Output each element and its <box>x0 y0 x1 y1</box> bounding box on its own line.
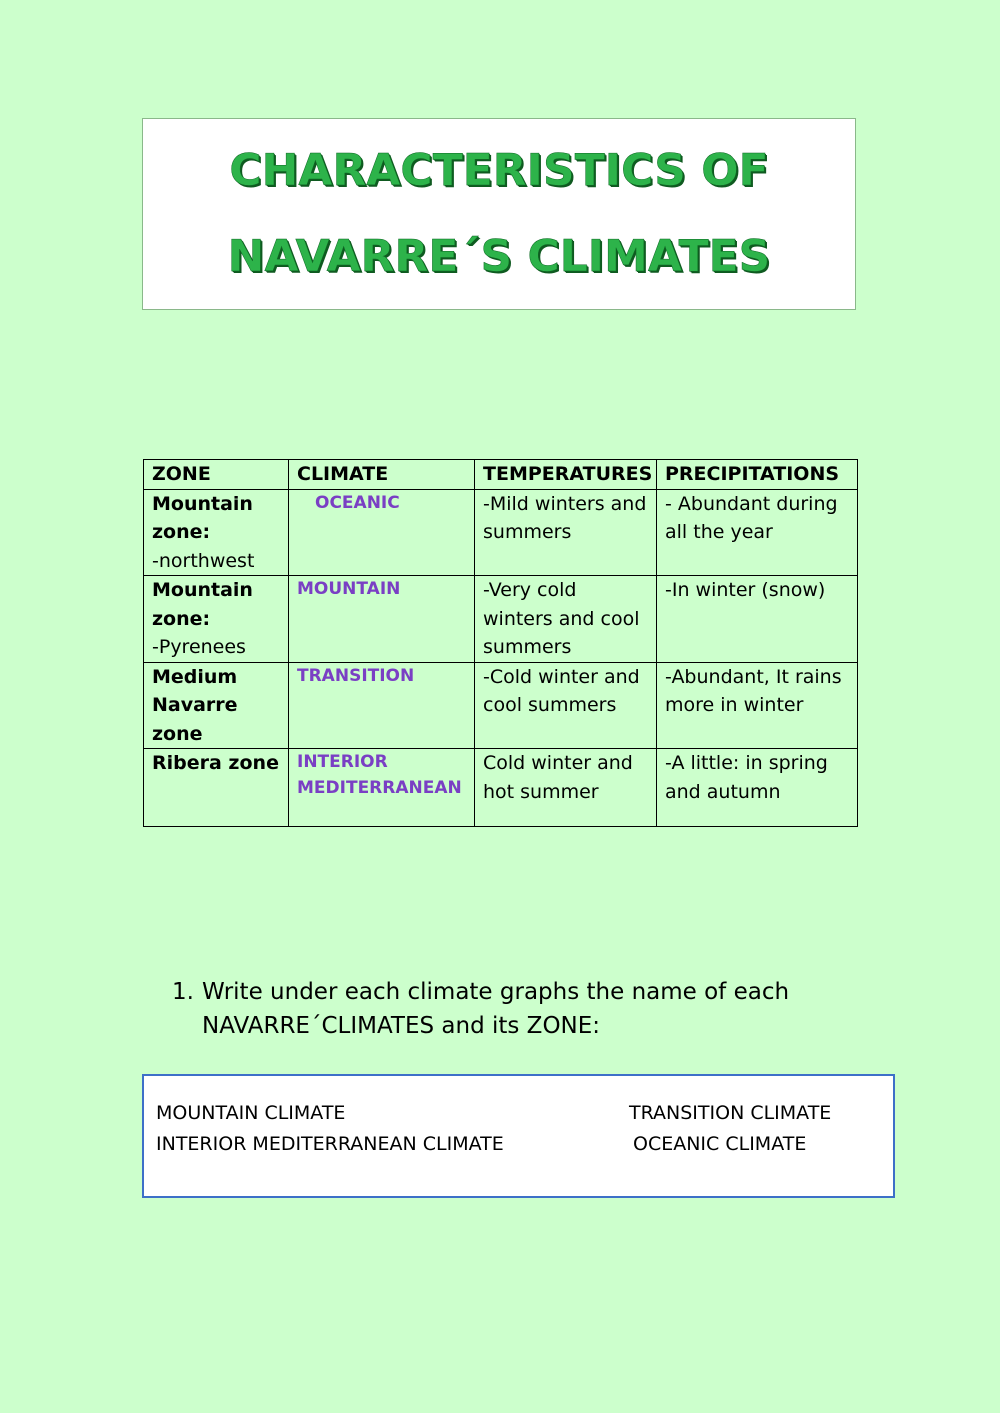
zone-name: Medium Navarre zone <box>152 665 238 745</box>
exercise-line-2: NAVARRE´CLIMATES and its ZONE: <box>202 1013 601 1039</box>
header-zone: ZONE <box>144 460 289 490</box>
header-precipitations: PRECIPITATIONS <box>657 460 858 490</box>
temperatures-cell: -Cold winter and cool summers <box>475 662 657 749</box>
precipitations-cell: -Abundant, It rains more in winter <box>657 662 858 749</box>
header-temperatures: TEMPERATURES <box>475 460 657 490</box>
exercise-line-1 <box>172 975 789 1009</box>
climate-cell <box>289 489 475 576</box>
climates-table <box>143 459 858 827</box>
precipitations-cell: -A little: in spring and autumn <box>657 749 858 827</box>
zone-name: Mountain zone: <box>152 579 253 630</box>
precipitations-cell: - Abundant during all the year <box>657 489 858 576</box>
option-transition-climate[interactable]: TRANSITION CLIMATE <box>629 1102 832 1124</box>
zone-cell <box>144 662 289 749</box>
exercise-text-1: Write under each climate graphs the name of each <box>202 979 790 1005</box>
title-line-2: NAVARRE´S CLIMATES <box>227 231 771 282</box>
climate-name: OCEANIC <box>315 492 400 513</box>
temperatures-cell: Cold winter and hot summer <box>475 749 657 827</box>
option-oceanic-climate[interactable]: OCEANIC CLIMATE <box>633 1133 807 1155</box>
climate-cell <box>289 576 475 663</box>
table-row <box>144 662 858 749</box>
option-interior-mediterranean-climate[interactable]: INTERIOR MEDITERRANEAN CLIMATE <box>156 1133 504 1155</box>
zone-sub: -northwest <box>152 549 255 572</box>
zone-name: Ribera zone <box>152 752 279 774</box>
temperatures-cell: -Very cold winters and cool summers <box>475 576 657 663</box>
zone-cell <box>144 749 289 827</box>
exercise-instruction <box>172 975 789 1043</box>
table-header-row <box>144 460 858 490</box>
options-box <box>142 1074 895 1198</box>
climate-name: MOUNTAIN <box>297 579 401 599</box>
title-box <box>142 118 856 310</box>
zone-cell <box>144 576 289 663</box>
zone-name: Mountain zone: <box>152 492 253 543</box>
zone-sub: -Pyrenees <box>152 636 246 658</box>
title-line-1: CHARACTERISTICS OF <box>229 145 769 196</box>
climate-cell <box>289 662 475 749</box>
header-climate: CLIMATE <box>289 460 475 490</box>
option-mountain-climate[interactable]: MOUNTAIN CLIMATE <box>156 1102 346 1124</box>
climate-name: INTERIOR MEDITERRANEAN <box>297 752 462 798</box>
precipitations-cell: -In winter (snow) <box>657 576 858 663</box>
exercise-number: 1. <box>172 979 194 1005</box>
table-row <box>144 576 858 663</box>
climate-cell <box>289 749 475 827</box>
zone-cell <box>144 489 289 576</box>
table-row <box>144 749 858 827</box>
climate-name: TRANSITION <box>297 665 415 686</box>
table-row <box>144 489 858 576</box>
temperatures-cell: -Mild winters and summers <box>475 489 657 576</box>
